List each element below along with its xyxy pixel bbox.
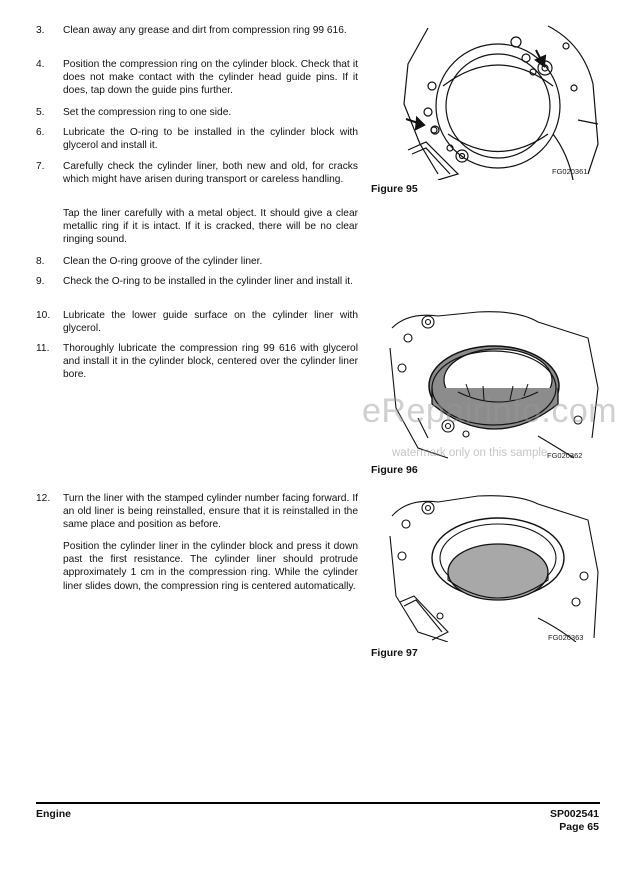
footer-page-number: Page 65: [559, 821, 599, 833]
step-text: Turn the liner with the stamped cylinder number facing forward. If an old liner is being reinstalled, ensure that it is reinstalled in the same place and position as before.: [63, 493, 358, 531]
step-number: 3.: [36, 25, 45, 36]
step-text: Thoroughly lubricate the compression ring 99 616 with glycerol and install it in the cylinder block, centered over the cylinder liner bore.: [63, 343, 358, 381]
figure-97-illustration: [388, 492, 602, 642]
step-text: Check the O-ring to be installed in the cylinder liner and install it.: [63, 276, 353, 287]
step-10: [36, 309, 358, 335]
step-12: [36, 492, 358, 532]
step-4: [36, 58, 358, 98]
step-number: 5.: [36, 107, 45, 118]
step-number: 9.: [36, 276, 45, 287]
step-8: [36, 255, 358, 268]
footer-divider: [36, 802, 600, 804]
step-12-note: Position the cylinder liner in the cylinder block and press it down past the first resistance. The cylinder liner should protrude approximately 1 cm in the compression ring. While the cylinder liner slides down, the compression ring is centered automatically.: [63, 541, 358, 592]
step-text: Set the compression ring to one side.: [63, 107, 232, 118]
step-6: [36, 126, 358, 152]
figure-96-caption: Figure 96: [371, 464, 418, 476]
step-number: 10.: [36, 310, 51, 321]
figure-95-code: FG020361: [552, 167, 588, 176]
step-11: [36, 342, 358, 382]
step-5: [36, 106, 358, 119]
watermark-text: eRepairinfo.com: [362, 392, 618, 430]
step-number: 6.: [36, 127, 45, 138]
footer-doc-id: SP002541: [549, 808, 599, 820]
step-number: 12.: [36, 493, 51, 504]
figure-96-code: FG020362: [547, 451, 583, 460]
figure-97-code: FG020363: [548, 633, 584, 642]
figure-95-caption: Figure 95: [371, 183, 418, 195]
figure-97-caption: Figure 97: [371, 647, 418, 659]
step-text: Lubricate the lower guide surface on the cylinder liner with glycerol.: [63, 310, 358, 335]
figure-96-illustration: [388, 308, 602, 460]
footer-section: Engine: [36, 808, 72, 820]
step-number: 11.: [36, 343, 50, 354]
step-7: [36, 160, 358, 186]
step-number: 4.: [36, 59, 45, 70]
footer-page-info: [550, 808, 599, 834]
watermark-subtext: watermark only on this sample: [392, 447, 548, 459]
step-text: Clean away any grease and dirt from compression ring 99 616.: [63, 25, 347, 36]
step-text: Lubricate the O-ring to be installed in the cylinder block with glycerol and install it.: [63, 127, 358, 152]
step-text: Carefully check the cylinder liner, both new and old, for cracks which might have arisen during transport or careless handling.: [63, 161, 358, 186]
step-text: Clean the O-ring groove of the cylinder liner.: [63, 256, 263, 267]
step-3: [36, 24, 358, 37]
step-number: 8.: [36, 256, 45, 267]
step-text: Position the compression ring on the cylinder block. Check that it does not make contact with the cylinder head guide pins. If it does, tap down the guide pins further.: [63, 59, 358, 97]
step-number: 7.: [36, 161, 45, 172]
step-9: [36, 275, 358, 288]
figure-95-illustration: [398, 24, 602, 180]
step-7-note: Tap the liner carefully with a metal object. It should give a clear metallic ring if it is intact. If it is cracked, there will be no clear ringing sound.: [63, 208, 358, 246]
